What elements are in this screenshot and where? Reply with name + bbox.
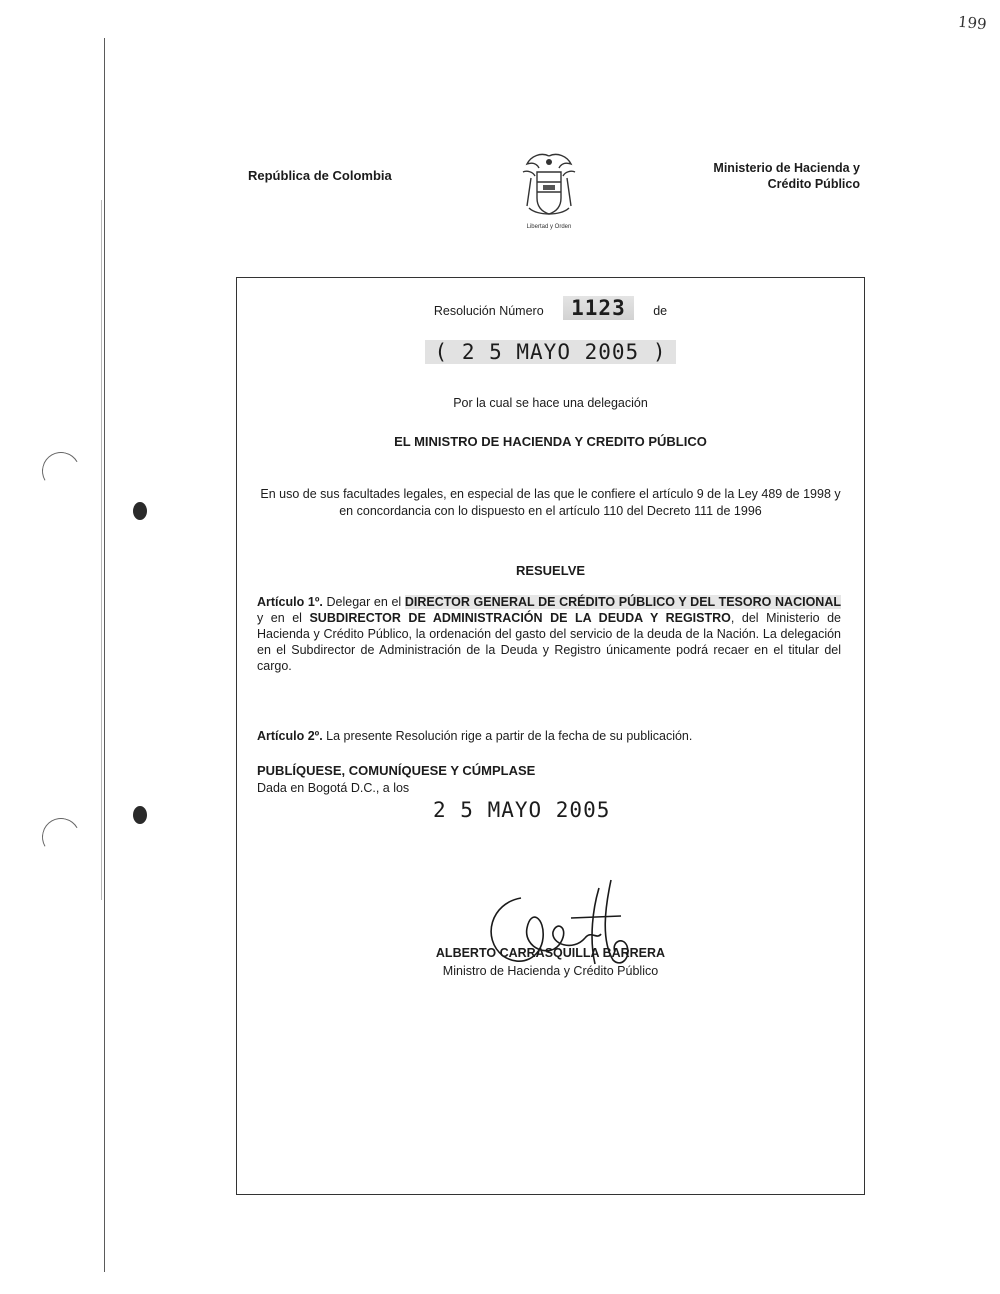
punch-hole-arc-top [38,448,85,495]
binder-margin-line [104,38,105,1272]
article-1-subdirector: SUBDIRECTOR DE ADMINISTRACIÓN DE LA DEUDA Y REGISTRO [309,611,731,625]
date-stamp-text: ( 2 5 MAYO 2005 ) [425,340,677,364]
article-1-label: Artículo 1º. [257,595,323,609]
ministry-header [660,160,860,192]
resolution-label: Resolución Número [433,304,544,318]
resolution-number-line [237,296,864,320]
coat-of-arms-icon [517,150,581,232]
article-1-text-c: , del Ministerio de Hacienda y Crédito Público, la ordenación del gasto del servicio de la deuda de la Nación. La delegación en el Subdirector de Administración de la Deuda y Registro únicamente podrá recaer en el titular del cargo. [257,611,841,673]
page-number: 199 [957,12,988,34]
article-1-text-b: y en el [257,611,310,625]
article-1-director: DIRECTOR GENERAL DE CRÉDITO PÚBLICO Y DEL TESORO NACIONAL [404,595,841,609]
resolution-subject: Por la cual se hace una delegación [453,396,648,410]
article-1 [257,594,841,674]
punch-hole-bottom [133,806,147,824]
issuer-title: EL MINISTRO DE HACIENDA Y CREDITO PÚBLICO [394,434,707,449]
article-2-label: Artículo 2º. [257,729,323,743]
resolution-number: 1123 [563,296,634,320]
punch-hole-top [133,502,147,520]
ministry-line-1: Ministerio de Hacienda y [713,161,860,175]
article-2-text: La presente Resolución rige a partir de la fecha de su publicación. [322,729,693,743]
punch-hole-arc-bottom [38,814,85,861]
preamble: En uso de sus facultades legales, en especial de las que le confiere el artículo 9 de la Ley 489 de 1998 y en concordancia con lo dispuesto en el artículo 110 del Decreto 111 de 1996 [260,487,841,518]
article-2 [257,728,841,744]
closing-formula: PUBLÍQUESE, COMUNÍQUESE Y CÚMPLASE [257,763,536,778]
given-in: Dada en Bogotá D.C., a los [257,781,410,795]
resuelve-heading: RESUELVE [515,563,586,578]
resolution-de: de [653,304,668,318]
date-stamp-top [237,340,864,364]
signer-role: Ministro de Hacienda y Crédito Público [442,964,659,978]
country-header: República de Colombia [248,168,392,183]
binder-margin-line-faint [101,200,102,900]
article-1-text-a: Delegar en el [322,595,405,609]
ministry-line-2: Crédito Público [767,177,860,191]
motto-text: Libertad y Orden [526,224,572,230]
signer-name: ALBERTO CARRASQUILLA BARRERA [435,946,666,960]
resolution-frame [236,277,865,1195]
date-stamp-bottom: 2 5 MAYO 2005 [433,798,611,822]
